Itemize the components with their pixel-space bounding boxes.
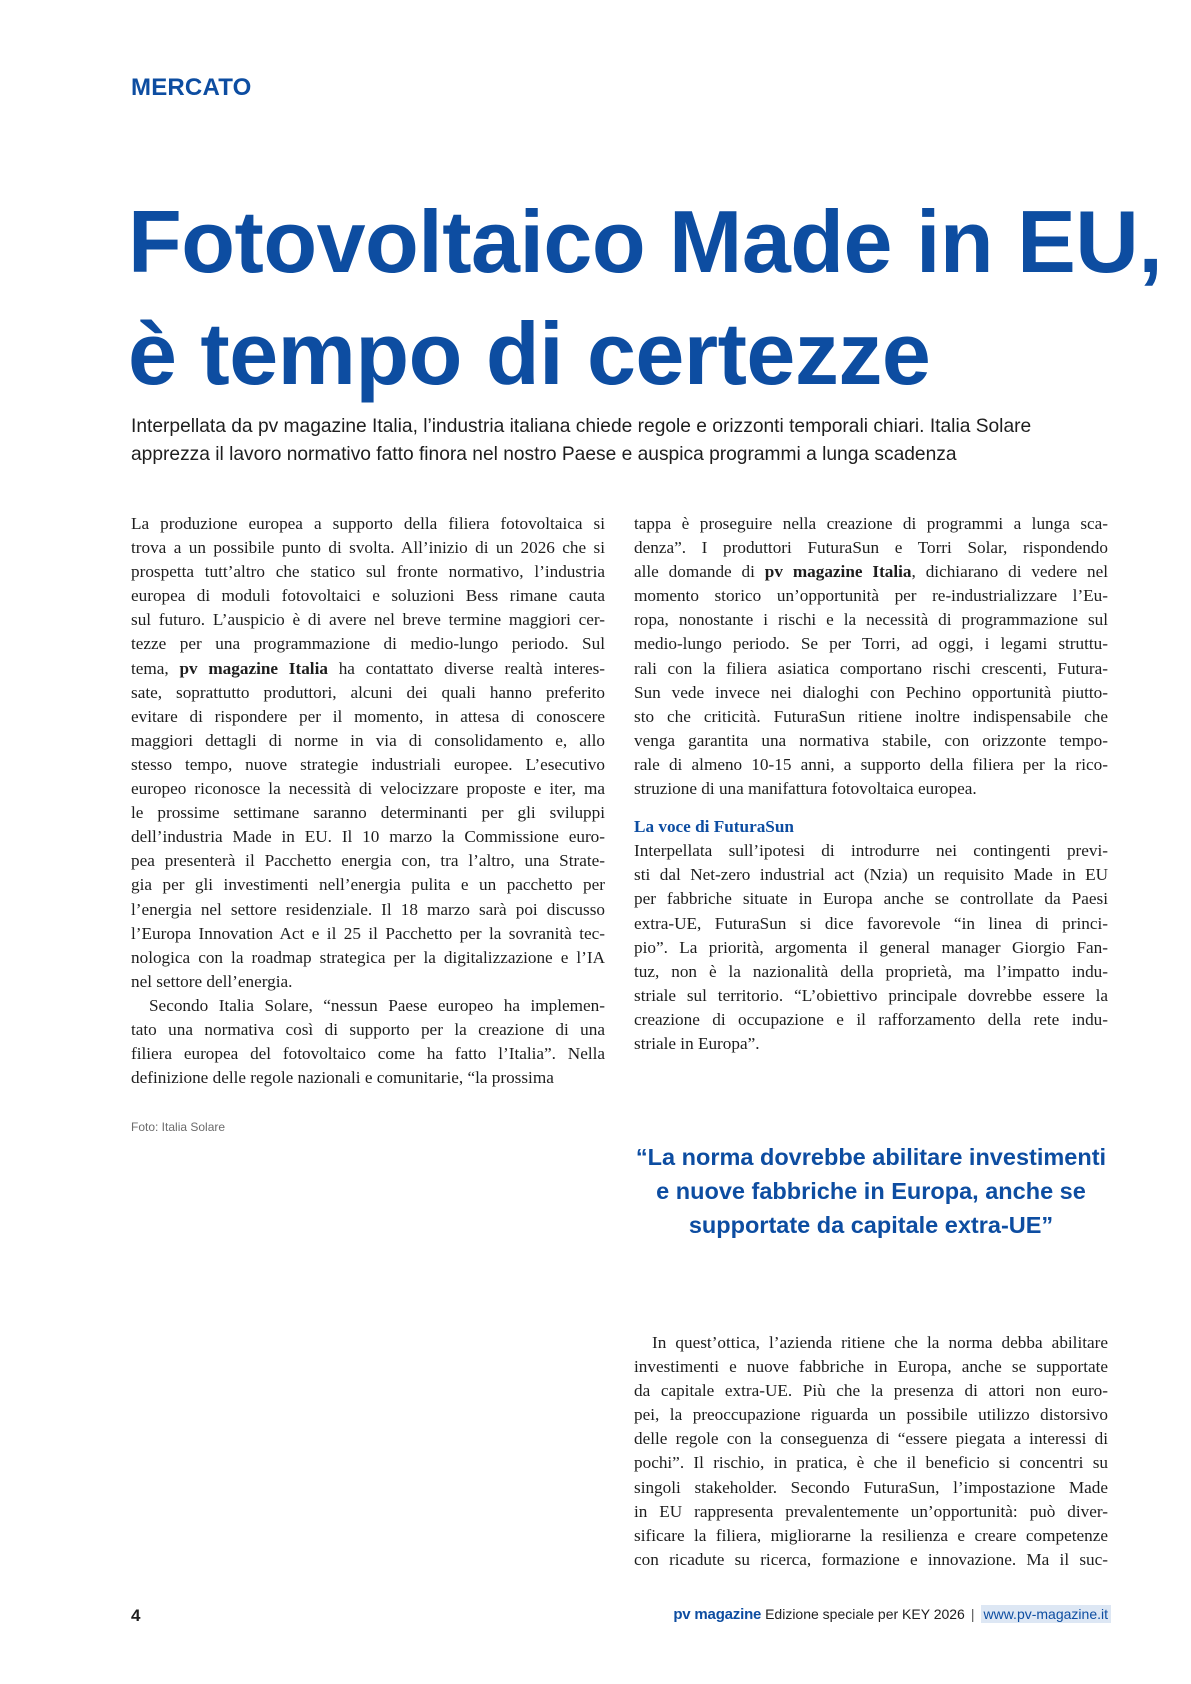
text-line: La produzione europea a supporto della filiera fotovoltaica si [131,514,605,533]
paragraph-gap [634,801,1108,815]
text-line: tuz, non è la nazionalità della proprietà, ma l’impatto indu- [634,961,1108,981]
pullquote-line: “La norma dovrebbe abilitare investimenti [635,1144,1107,1170]
text-line: l’energia nel settore residenziale. Il 18 marzo sarà poi discusso [131,899,605,919]
standfirst-line: Interpellata da pv magazine Italia, l’industria italiana chiede regole e orizzonti temporali chiari. Italia Solare [131,416,1032,437]
text-line: filiera europea del fotovoltaico come ha fatto l’Italia”. Nella [131,1044,605,1064]
headline-line: è tempo di certezze [128,304,931,403]
text-line: delle regole con la conseguenza di “essere piegata a interessi di [634,1429,1108,1449]
section-label: MERCATO [131,74,252,101]
text-line: tato una normativa così di supporto per la creazione di una [131,1019,605,1039]
text-line: in EU rappresenta prevalentemente un’opportunità: può diver- [634,1501,1108,1521]
text-line: evitare di rispondere per il momento, in attesa di conoscere [131,706,605,726]
text-line: pochi”. Il rischio, in pratica, è che il beneficio si concentri su [634,1453,1108,1473]
text-line: con ricadute su ricerca, formazione e innovazione. Ma il suc- [634,1549,1108,1569]
text-line: l’Europa Innovation Act e il 25 il Pacchetto per la sovranità tec- [131,923,605,943]
text-line: da capitale extra-UE. Più che la presenza di attori non euro- [634,1381,1108,1401]
text-line: ropa, nonostante i rischi e la necessità di programmazione sul [634,610,1108,630]
text-line: nel settore dell’energia. [131,971,293,991]
text-line: pea presenterà il Pacchetto energia con, tra l’altro, una Strate- [131,851,605,871]
brand-logo: pv magazine [673,1606,762,1623]
text-line: maggiori dettagli di norme in via di consolidamento e, allo [131,730,605,750]
page-number: 4 [131,1606,141,1625]
text-line: tezze per una programmazione di medio-lungo periodo. Sul [131,634,605,654]
text-line: striale sul territorio. “L’obiettivo principale dovrebbe essere la [634,985,1108,1005]
subheading: La voce di FuturaSun [634,817,794,837]
edition-text: Edizione speciale per KEY 2026 [765,1606,965,1622]
text-line: In quest’ottica, l’azienda ritiene che la norma debba abilitare [652,1333,1108,1352]
standfirst-line: apprezza il lavoro normativo fatto finora nel nostro Paese e auspica programmi a lunga scadenza [131,444,957,465]
text-line: sti dal Net-zero industrial act (Nzia) un requisito Made in EU [634,865,1108,885]
text-line: denza”. I produttori FuturaSun e Torri Solar, rispondendo [634,538,1108,558]
text-line: sificare la filiera, migliorarne la resilienza e creare competenze [634,1525,1108,1545]
pullquote [624,1140,1118,1242]
pullquote-line: supportate da capitale extra-UE” [688,1212,1054,1238]
pullquote-line: e nuove fabbriche in Europa, anche se [656,1178,1086,1204]
text-line: investimenti e nuove fabbriche in Europa, anche se supportate [634,1357,1108,1377]
text-line: sul futuro. L’auspicio è di avere nel breve termine maggiori cer- [131,610,605,630]
text-line: tappa è proseguire nella creazione di programmi a lunga sca- [634,514,1108,533]
text-line: tema, pv magazine Italia ha contattato diverse realtà interes- [131,658,606,678]
standfirst [131,413,1071,469]
text-line: striale in Europa”. [634,1033,760,1053]
text-line: trova a un possibile punto di svolta. All’inizio di un 2026 che si [131,538,605,558]
text-line: per fabbriche situate in Europa anche se controllate da Paesi [634,889,1108,909]
text-line: venga garantita una normativa stabile, con orizzonte tempo- [634,730,1108,750]
text-line: struzione di una manifattura fotovoltaica europea. [634,779,977,799]
text-line: alle domande di pv magazine Italia, dichiarano di vedere nel [634,562,1108,582]
right-column-top [634,512,1108,1056]
text-line: dell’industria Made in EU. Il 10 marzo la Commissione euro- [131,827,605,847]
text-line: gia per gli investimenti nell’energia pulita e un pacchetto per [131,875,605,895]
text-line: rale di almeno 10-15 anni, a supporto della filiera per la rico- [634,754,1108,774]
text-line: nologica con la roadmap strategica per la digitalizzazione e l’IA [131,947,605,967]
page-footer [673,1606,1111,1623]
text-line: le prossime settimane saranno determinanti per gli sviluppi [131,803,605,823]
text-line: prospetta tutt’altro che statico sul fronte normativo, l’industria [131,562,605,582]
text-line: sate, soprattutto produttori, alcuni dei quali hanno preferito [131,682,605,702]
text-line: creazione di occupazione e il rafforzamento della rete indu- [634,1009,1108,1029]
text-line: extra-UE, FuturaSun si dice favorevole “in linea di princi- [634,913,1108,933]
text-line: pei, la preoccupazione riguarda un possibile utilizzo distorsivo [634,1405,1108,1425]
text-line: sto che criticità. FuturaSun ritiene inoltre indispensabile che [634,706,1108,726]
footer-separator: | [970,1606,975,1622]
website-link[interactable]: www.pv-magazine.it [981,1605,1112,1623]
text-line: rali con la filiera asiatica comportano rischi crescenti, Futura- [634,658,1108,678]
photo-credit: Foto: Italia Solare [131,1120,226,1134]
text-line: Interpellata sull’ipotesi di introdurre nei contingenti previ- [634,841,1108,861]
text-line: medio-lungo periodo. Se per Torri, ad oggi, i legami struttu- [634,634,1108,654]
text-line: momento storico un’opportunità per re-industrializzare l’Eu- [634,586,1108,606]
text-line: definizione delle regole nazionali e comunitarie, “la prossima [131,1068,554,1088]
text-line: stesso tempo, nuove strategie industriali europee. L’esecutivo [131,754,605,774]
text-line: singoli stakeholder. Secondo FuturaSun, l’impostazione Made [634,1477,1108,1497]
text-line: europea di moduli fotovoltaici e soluzioni Bess rimane cauta [131,586,605,606]
text-line: Secondo Italia Solare, “nessun Paese europeo ha implemen- [149,995,605,1015]
headline-line: Fotovoltaico Made in EU, [128,192,1163,291]
headline [128,186,1163,410]
left-column [131,512,605,1090]
right-column-bottom [634,1331,1108,1572]
text-line: europeo riconosce la necessità di velocizzare proposte e iter, ma [131,779,605,799]
text-line: Sun vede invece nei dialoghi con Pechino opportunità piutto- [634,682,1108,702]
text-line: pio”. La priorità, argomenta il general manager Giorgio Fan- [634,937,1108,957]
